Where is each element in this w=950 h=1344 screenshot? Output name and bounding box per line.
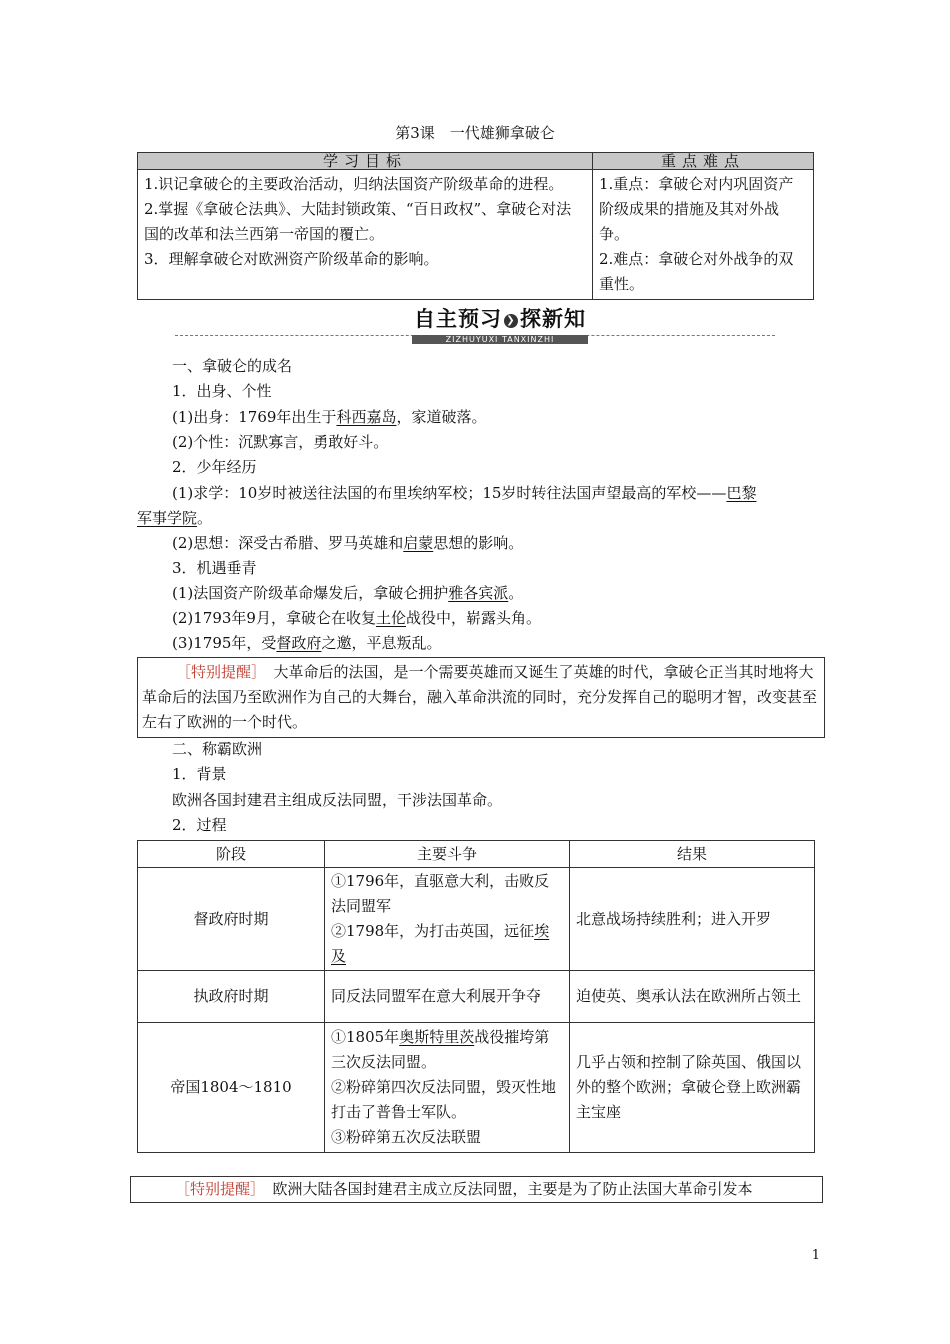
special-reminder-box — [130, 1176, 823, 1203]
section-banner — [175, 304, 775, 344]
chevron-right-icon: ❯ — [504, 314, 518, 328]
special-reminder-box — [137, 657, 825, 738]
paragraph: (3)1795年，受督政府之邀，平息叛乱。 — [172, 634, 442, 652]
reminder-text: 大革命后的法国，是一个需要英雄而又诞生了英雄的时代，拿破仑正当其时地将大革命后的法国乃至欧洲作为自己的大舞台，融入革命洪流的同时，充分发挥自己的聪明才智，改变甚至左右了欧洲的一个时代。 — [142, 663, 818, 731]
banner-pinyin: ZIZHUYUXI TANXINZHI — [412, 335, 588, 344]
stage-cell: 帝国1804～1810 — [138, 1023, 325, 1153]
stage-cell: 督政府时期 — [138, 868, 325, 971]
section-heading: 一、拿破仑的成名 — [172, 357, 293, 375]
column-header: 主要斗争 — [325, 841, 570, 868]
goal-item: 3．理解拿破仑对欧洲资产阶级革命的影响。 — [144, 250, 439, 268]
struggle-cell: 同反法同盟军在意大利展开争夺 — [325, 971, 570, 1023]
section-heading: 二、称霸欧洲 — [172, 740, 263, 758]
subheading: 1．背景 — [172, 765, 227, 783]
paragraph: (1)法国资产阶级革命爆发后，拿破仑拥护雅各宾派。 — [172, 584, 524, 602]
goals-left-cell — [138, 170, 593, 300]
goals-header-left: 学习目标 — [138, 153, 593, 170]
goals-header-right: 重点难点 — [593, 153, 814, 170]
banner-right-text: 探新知 — [520, 307, 586, 331]
key-term: 督政府 — [276, 634, 322, 652]
struggle-cell: ①1796年，直驱意大利，击败反法同盟军 ②1798年，为打击英国，远征埃及 — [325, 868, 570, 971]
result-cell: 迫使英、奥承认法在欧洲所占领土 — [570, 971, 815, 1023]
result-cell: 北意战场持续胜利；进入开罗 — [570, 868, 815, 971]
struggle-cell: ①1805年奥斯特里茨战役摧垮第三次反法同盟。 ②粉碎第四次反法同盟，毁灭性地打击了普鲁士军队。 ③粉碎第五次反法联盟 — [325, 1023, 570, 1153]
key-term: 奥斯特里茨 — [399, 1028, 475, 1046]
table-row — [138, 868, 815, 971]
key-term: 土伦 — [375, 609, 406, 627]
key-term: 巴黎 — [726, 484, 757, 502]
goal-item: 2.掌握《拿破仑法典》、大陆封锁政策、“百日政权”、拿破仑对法国的改革和法兰西第一帝国的覆亡。 — [144, 200, 572, 243]
reminder-tag: ［特别提醒］ — [176, 663, 259, 681]
lesson-title: 第3课 一代雄狮拿破仑 — [395, 124, 555, 142]
stage-cell: 执政府时期 — [138, 971, 325, 1023]
banner-left-text: 自主预习 — [414, 307, 502, 331]
paragraph: (2)1793年9月，拿破仑在收复土伦战役中，崭露头角。 — [172, 609, 541, 627]
page-number: 1 — [811, 1248, 820, 1263]
goal-item: 1.识记拿破仑的主要政治活动，归纳法国资产阶级革命的进程。 — [144, 175, 564, 193]
subheading: 2．少年经历 — [172, 458, 257, 476]
process-table — [137, 840, 815, 1153]
paragraph: (1)出身：1769年出生于科西嘉岛，家道破落。 — [172, 408, 487, 426]
goals-right-cell — [593, 170, 814, 300]
paragraph: (2)思想：深受古希腊、罗马英雄和启蒙思想的影响。 — [172, 534, 524, 552]
paragraph-continued: 军事学院。 — [137, 509, 213, 527]
column-header: 结果 — [570, 841, 815, 868]
paragraph: (1)求学：10岁时被送往法国的布里埃纳军校；15岁时转往法国声望最高的军校——巴黎 — [172, 484, 757, 502]
keypoint-item: 1.重点：拿破仑对内巩固资产阶级成果的措施及其对外战争。 — [599, 175, 794, 243]
paragraph: 欧洲各国封建君主组成反法同盟，干涉法国革命。 — [172, 791, 503, 809]
table-row — [138, 971, 815, 1023]
key-term: 科西嘉岛 — [336, 408, 397, 426]
subheading: 3．机遇垂青 — [172, 559, 257, 577]
table-row — [138, 1023, 815, 1153]
reminder-tag: ［特别提醒］ — [175, 1180, 258, 1198]
subheading: 2．过程 — [172, 816, 227, 834]
banner-title — [412, 304, 588, 334]
paragraph: (2)个性：沉默寡言，勇敢好斗。 — [172, 433, 389, 451]
keypoint-item: 2.难点：拿破仑对外战争的双重性。 — [599, 250, 794, 293]
key-term: 启蒙 — [403, 534, 434, 552]
result-cell: 几乎占领和控制了除英国、俄国以外的整个欧洲；拿破仑登上欧洲霸主宝座 — [570, 1023, 815, 1153]
key-term: 埃及 — [331, 922, 550, 965]
column-header: 阶段 — [138, 841, 325, 868]
reminder-text: 欧洲大陆各国封建君主成立反法同盟，主要是为了防止法国大革命引发本 — [272, 1180, 753, 1198]
subheading: 1．出身、个性 — [172, 382, 272, 400]
key-term: 雅各宾派 — [448, 584, 509, 602]
table-header-row — [138, 841, 815, 868]
goals-table — [137, 152, 814, 300]
key-term: 军事学院 — [137, 509, 198, 527]
